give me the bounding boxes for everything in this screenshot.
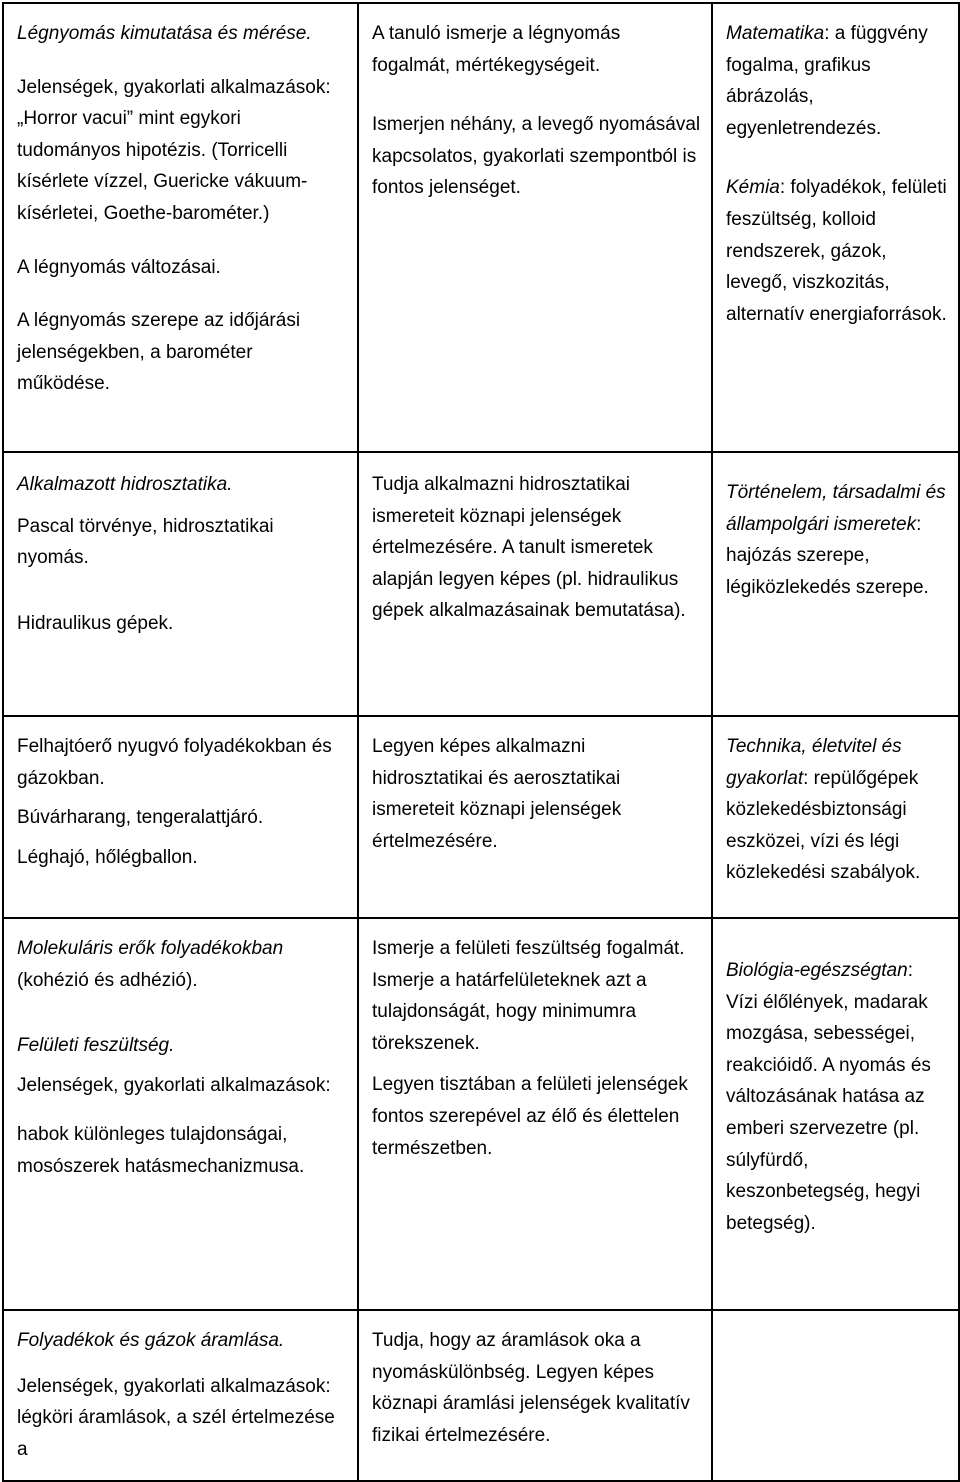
topic-title-rest: (kohézió és adhézió). (17, 969, 198, 991)
table-row (3, 452, 959, 716)
topic-text: Felhajtóerő nyugvó folyadékokban és gázokban. (17, 736, 332, 789)
topic-text: Jelenségek, gyakorlati alkalmazások: (17, 1074, 331, 1096)
crosslink-detail: : repülőgépek közlekedésbiztonsági eszközei, vízi és légi közlekedési szabályok. (726, 767, 921, 884)
crosslink-detail: : hajózás szerepe, légiközlekedés szerepe. (726, 513, 929, 598)
subject-name: Biológia-egészségtan (726, 960, 908, 981)
topic-title: Légnyomás kimutatása és mérése. (17, 23, 312, 44)
topic-subtitle: Felületi feszültség. (17, 1035, 175, 1057)
subject-name: Technika, életvitel és gyakorlat (726, 736, 902, 789)
crosslink-text (726, 731, 948, 889)
requirement-text: Legyen tisztában a felületi jelenségek fontos szerepével az élő és élettelen természetben. (372, 1074, 688, 1159)
requirement-text: Ismerjen néhány, a levegő nyomásával kapcsolatos, gyakorlati szempontból is fontos jelenséget. (372, 114, 701, 199)
crosslink-text (726, 172, 948, 330)
crosslink-detail: : folyadékok, felületi feszültség, kolloid rendszerek, gázok, levegő, viszkozitás, alternatív energiaforrások. (726, 177, 947, 325)
topic-text: A légnyomás szerepe az időjárási jelenségekben, a barométer működése. (17, 310, 301, 395)
subject-name: Kémia (726, 177, 780, 199)
subject-name: Matematika (726, 23, 825, 44)
topic-title: Alkalmazott hidrosztatika. (17, 474, 233, 495)
topic-title-italic: Molekuláris erők folyadékokban (17, 938, 284, 959)
topic-cell (3, 716, 358, 918)
topic-text: Pascal törvénye, hidrosztatikai nyomás. (17, 515, 274, 569)
requirement-text: Tudja alkalmazni hidrosztatikai ismereteit köznapi jelenségek értelmezésére. A tanult ismeretek alapján legyen képes (pl. hidraulikus gépek alkalmazásainak bemutatása). (372, 474, 686, 622)
requirement-text: Legyen képes alkalmazni hidrosztatikai és aerosztatikai ismereteit köznapi jelenségek értelmezésére. (372, 736, 622, 852)
crosslink-text (726, 955, 948, 1239)
topic-text: Léghajó, hőlégballon. (17, 846, 198, 868)
crosslink-cell (712, 452, 959, 716)
table-row (3, 918, 959, 1310)
topic-text: habok különleges tulajdonságai, mosószerek hatásmechanizmusa. (17, 1124, 305, 1177)
topic-text: Búvárharang, tengeralattjáró. (17, 807, 264, 829)
topic-title (17, 933, 347, 996)
table-row (3, 716, 959, 918)
topic-text: A légnyomás változásai. (17, 256, 221, 278)
table-row (3, 3, 959, 452)
requirement-text: Tudja, hogy az áramlások oka a nyomáskülönbség. Legyen képes köznapi áramlási jelenségek kvalitatív fizikai értelmezésére. (372, 1330, 690, 1446)
curriculum-table (2, 2, 960, 1482)
requirement-cell (358, 452, 712, 716)
topic-text: Jelenségek, gyakorlati alkalmazások: légköri áramlások, a szél értelmezése a (17, 1375, 335, 1460)
topic-text: Hidraulikus gépek. (17, 612, 174, 634)
requirement-cell (358, 3, 712, 452)
requirement-text: Ismerje a felületi feszültség fogalmát. Ismerje a határfelületeknek azt a tulajdonságát, hogy minimumra törekszenek. (372, 938, 685, 1054)
crosslink-detail: : a függvény fogalma, grafikus ábrázolás, egyenletrendezés. (726, 23, 928, 139)
requirement-cell (358, 918, 712, 1310)
crosslink-cell (712, 716, 959, 918)
topic-cell (3, 3, 358, 452)
crosslink-cell (712, 918, 959, 1310)
topic-title: Folyadékok és gázok áramlása. (17, 1330, 285, 1351)
topic-cell (3, 1310, 358, 1481)
requirement-cell (358, 1310, 712, 1481)
crosslink-text (726, 18, 948, 144)
crosslink-text (726, 477, 948, 603)
table-row (3, 1310, 959, 1481)
crosslink-cell (712, 1310, 959, 1481)
crosslink-detail: : Vízi élőlények, madarak mozgása, sebességei, reakcióidő. A nyomás és változásának hatása az emberi szervezetre (pl. súlyfürdő, keszonbetegség, hegyi betegség). (726, 960, 931, 1234)
topic-cell (3, 918, 358, 1310)
topic-cell (3, 452, 358, 716)
crosslink-cell (712, 3, 959, 452)
requirement-text: A tanuló ismerje a légnyomás fogalmát, mértékegységeit. (372, 23, 621, 76)
requirement-cell (358, 716, 712, 918)
topic-text: Jelenségek, gyakorlati alkalmazások: „Horror vacui” mint egykori tudományos hipotézis. (Torricelli kísérlete vízzel, Guericke vákuum-kísérletei, Goethe-barométer.) (17, 76, 331, 224)
subject-name: Történelem, társadalmi és állampolgári ismeretek (726, 482, 946, 535)
